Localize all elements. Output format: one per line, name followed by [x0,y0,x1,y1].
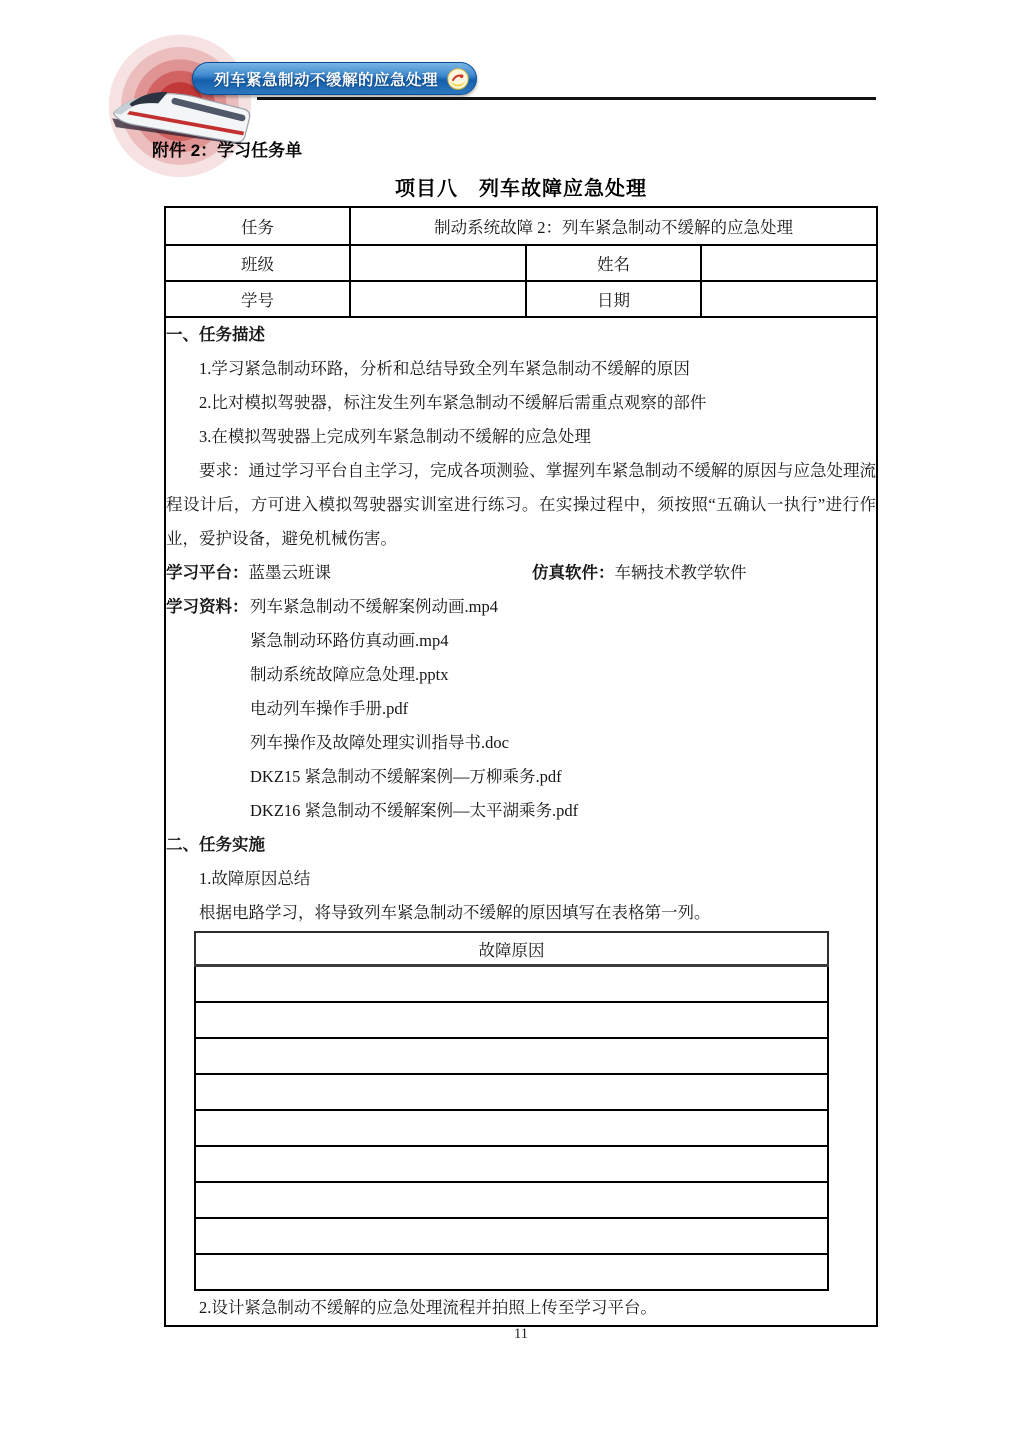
fault-cause-table [194,931,829,1291]
step2-text: 2.设计紧急制动不缓解的应急处理流程并拍照上传至学习平台。 [199,1298,657,1317]
table-row [195,932,828,966]
platform-label: 学习平台： [166,564,249,582]
fault-empty-cell [195,1038,828,1074]
table-row [165,281,877,317]
task-item: 2.比对模拟驾驶器，标注发生列车紧急制动不缓解后需重点观察的部件 [199,393,707,412]
fault-empty-cell [195,1110,828,1146]
requirement-text: 要求：通过学习平台自主学习，完成各项测验、掌握列车紧急制动不缓解的原因与应急处理流程设计后，方可进入模拟驾驶器实训室进行练习。在实操过程中，须按照“五确认一执行”进行作业，爱护设备，避免机械伤害。 [166,461,876,548]
fault-empty-row [195,1254,828,1290]
fault-empty-cell [195,1254,828,1290]
material-file: 制动系统故障应急处理.pptx [250,665,449,684]
fault-empty-row [195,1182,828,1218]
banner-title: 列车紧急制动不缓解的应急处理 [213,71,438,89]
section1-heading: 一、任务描述 [166,326,265,344]
fault-empty-row [195,1110,828,1146]
header-rule [257,97,876,100]
name-label-cell: 姓名 [526,245,702,281]
fault-empty-cell [195,1146,828,1182]
material-file: 紧急制动环路仿真动画.mp4 [250,631,449,650]
materials-block [166,590,876,828]
name-value-cell [701,245,877,281]
software-group [532,556,747,590]
fault-table-body [195,966,828,1291]
page-number: 11 [514,1326,528,1342]
task-item: 1.学习紧急制动环路，分析和总结导致全列车紧急制动不缓解的原因 [199,359,690,378]
fault-empty-row [195,1038,828,1074]
platform-row [166,556,876,590]
fault-empty-row [195,1002,828,1038]
fault-empty-cell [195,1182,828,1218]
material-file: 列车操作及故障处理实训指导书.doc [250,733,509,752]
header-banner [192,62,477,95]
material-file: DKZ15 紧急制动不缓解案例—万柳乘务.pdf [250,767,562,786]
fault-empty-cell [195,1074,828,1110]
task-item: 3.在模拟驾驶器上完成列车紧急制动不缓解的应急处理 [199,427,591,446]
date-label-cell: 日期 [526,281,702,317]
fault-table-header-cell: 故障原因 [195,932,828,966]
platform-value: 蓝墨云班课 [248,563,331,582]
fault-empty-row [195,1218,828,1254]
step1-text: 1.故障原因总结 [199,869,311,888]
materials-list [250,590,876,828]
task-value-cell: 制动系统故障 2：列车紧急制动不缓解的应急处理 [350,207,877,245]
fault-empty-row [195,1146,828,1182]
task-sheet-table [164,206,878,1327]
section2-heading: 二、任务实施 [166,836,265,854]
materials-label: 学习资料： [166,598,249,616]
fault-table-head [195,932,828,966]
software-label: 仿真软件： [532,564,615,582]
table-row [165,207,877,245]
fault-empty-row [195,1074,828,1110]
page-title: 项目八 列车故障应急处理 [395,178,647,200]
student-id-label-cell: 学号 [165,281,350,317]
attachment-label: 附件 2：学习任务单 [152,141,303,160]
material-file: 电动列车操作手册.pdf [250,699,409,718]
banner-badge-icon [447,68,469,90]
material-file: 列车紧急制动不缓解案例动画.mp4 [250,597,498,616]
table-row [165,245,877,281]
task-label-cell: 任务 [165,207,350,245]
material-file: DKZ16 紧急制动不缓解案例—太平湖乘务.pdf [250,801,579,820]
class-label-cell: 班级 [165,245,350,281]
task-description-cell [165,317,877,1326]
fault-empty-cell [195,966,828,1003]
software-value: 车辆技术教学软件 [614,563,747,582]
class-value-cell [350,245,526,281]
date-value-cell [701,281,877,317]
table-row [165,317,877,1326]
fault-empty-cell [195,1218,828,1254]
student-id-value-cell [350,281,526,317]
fault-empty-cell [195,1002,828,1038]
fault-empty-row [195,966,828,1003]
step1-note: 根据电路学习，将导致列车紧急制动不缓解的原因填写在表格第一列。 [199,903,711,922]
